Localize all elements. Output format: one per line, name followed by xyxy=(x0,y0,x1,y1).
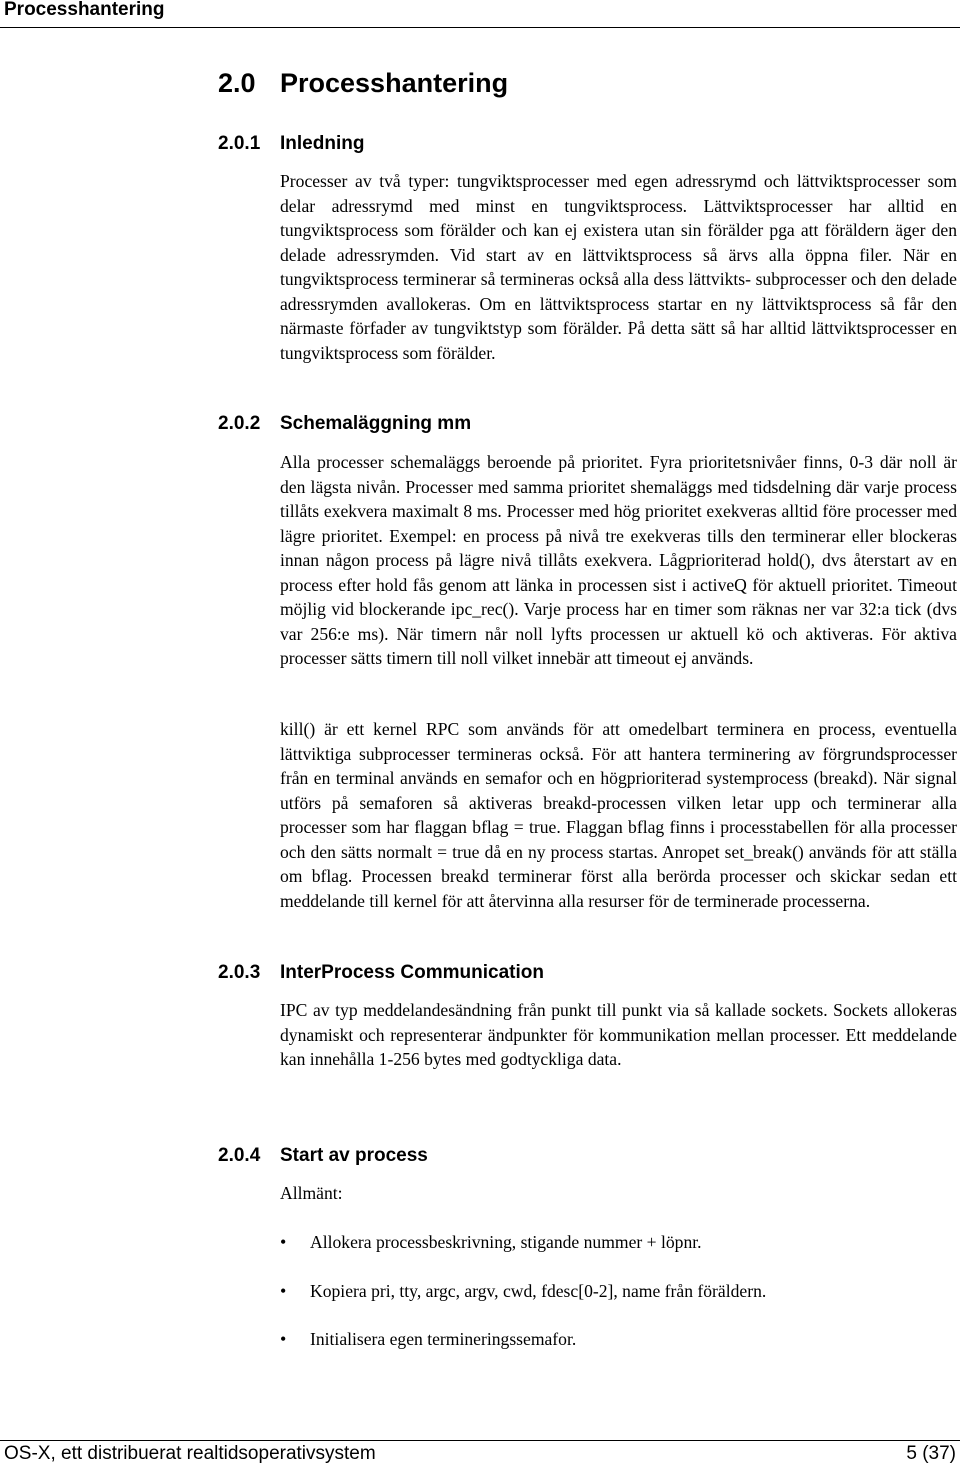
list-item-text: Allokera processbeskrivning, stigande nummer + löpnr. xyxy=(310,1232,702,1252)
footer-page-number: 5 (37) xyxy=(906,1443,956,1464)
section-title: Inledning xyxy=(280,133,365,154)
section-number: 2.0.3 xyxy=(218,962,261,983)
section-heading-ipc xyxy=(218,961,544,985)
bullet-icon: • xyxy=(280,1329,287,1349)
chapter-title xyxy=(218,66,508,100)
section-title: Start av process xyxy=(280,1145,428,1166)
section-number: 2.0.4 xyxy=(218,1145,261,1166)
section-heading-inledning xyxy=(218,132,364,156)
section-number: 2.0.1 xyxy=(218,133,261,154)
running-header-title: Processhantering xyxy=(4,0,165,20)
bullet-icon: • xyxy=(280,1280,287,1301)
running-footer xyxy=(0,1440,960,1468)
list-item-text: Initialisera egen termineringssemafor. xyxy=(310,1329,577,1349)
paragraph-schemalaggning-1: Alla processer schemaläggs beroende på prioritet. Fyra prioritetsnivåer finns, 0-3 där noll är den lägsta nivån. Processer med samma prioritet shemaläggs med tidsdelning där varje process tillåts exekvera maximalt 8 ms. Processer med hög prioritet exekveras alltid före processer med lägre prioritet. Exempel: en process på nivå tre exekveras tills den terminerar eller blockeras innan någon process på lägre nivå tillåts exekvera. Lågprioriterad hold(), dvs återstart av en process efter hold fås genom att länka in processen sist i activeQ för aktuell prioritet. Timeout möjlig vid blockerande ipc_rec(). Varje process har en timer som räknas ner var 32:a tick (dvs var 256:e ms). När timern når noll lyfts processen ur aktuell kö och aktiveras. För aktiva processer sätts timern till noll vilket innebär att timeout ej används. xyxy=(280,452,957,668)
section-heading-schemalaggning xyxy=(218,412,471,436)
section-number: 2.0.2 xyxy=(218,413,261,434)
section-heading-start-av-process xyxy=(218,1144,428,1168)
list-item xyxy=(280,1226,920,1275)
running-header xyxy=(0,0,960,28)
paragraph-schemalaggning-2: kill() är ett kernel RPC som används för att omedelbart terminera en process, eventuella lättviktiga subprocesser termineras också. För att hantera terminering av förgrundsprocesser från en terminal används en semafor och en högprioriterad systemprocess (breakd). När signal utförs på semaforen så aktiveras breakd-processen vilken letar upp och terminerar alla processer som har flaggan bflag = true. Flaggan bflag finns i processtabellen för alla processer och den sätts normalt = true då en ny process startas. Anropet set_break() används för att ställa om bflag. Processen breakd terminerar först alla berörda processer och skickar sedan ett meddelande till kernel för att återvinna alla resurser för de terminerade processerna. xyxy=(280,719,957,911)
list-item xyxy=(280,1323,920,1372)
chapter-number: 2.0 xyxy=(218,68,256,98)
paragraph-inledning: Processer av två typer: tungviktsprocesser med egen adressrymd och lättviktsprocesser som delar adressrymd med minst en tungviktsprocess. Lättviktsprocesser har alltid en tungviktsprocess som förälder och kan ej existera utan sin förälder pga att föräldern äger den delade adressrymden. Vid start av en lättviktsprocess så ärvs alla öppna filer. När en tungviktsprocess terminerar så termineras också alla dess lättvikts- subprocesser och den delade adressrymden avallokeras. Om en lättviktsprocess startar en ny lättviktsprocess så får den närmaste förfader av tungviktstyp som förälder. På detta sätt så har alltid lättviktsprocesser en tungviktsprocess som förälder. xyxy=(280,171,957,363)
bullet-icon: • xyxy=(280,1232,287,1252)
list-item-text: Kopiera pri, tty, argc, argv, cwd, fdesc[0-2], name från föräldern. xyxy=(310,1280,767,1301)
bullet-list xyxy=(280,1226,920,1372)
section-title: Schemaläggning mm xyxy=(280,413,472,434)
section-title: InterProcess Communication xyxy=(280,962,544,983)
chapter-title-text: Processhantering xyxy=(280,68,509,98)
list-item xyxy=(280,1275,920,1324)
footer-document-title: OS-X, ett distribuerat realtidsoperativsystem xyxy=(4,1443,376,1464)
paragraph-allmant: Allmänt: xyxy=(280,1183,343,1203)
paragraph-ipc: IPC av typ meddelandesändning från punkt till punkt via så kallade sockets. Sockets allokeras dynamiskt och representerar ändpunkter för kommunikation mellan processer. Ett meddelande kan innehålla 1-256 bytes med godtyckliga data. xyxy=(280,1000,957,1069)
